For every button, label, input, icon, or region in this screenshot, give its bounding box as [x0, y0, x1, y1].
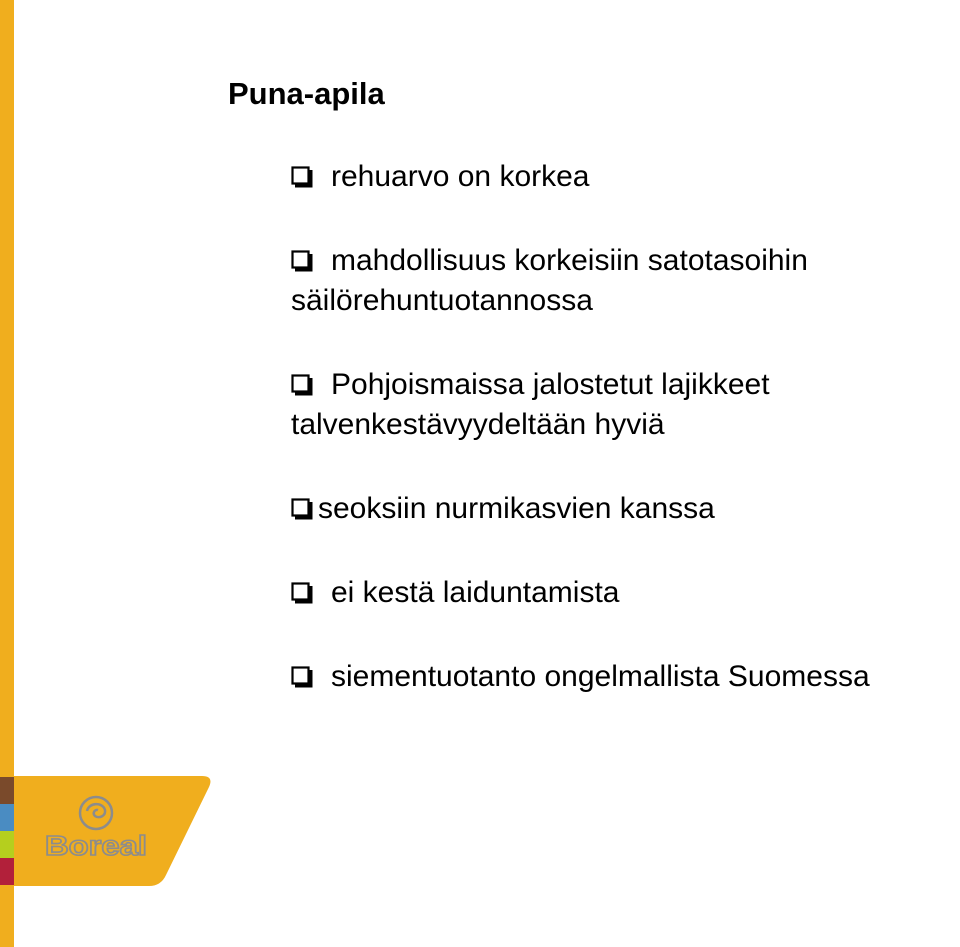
boreal-emblem-icon [80, 797, 112, 829]
checkbox-bullet-icon [291, 166, 313, 188]
bullet-text: Pohjoismaissa jalostetut lajikkeet [331, 368, 770, 401]
bullet-item [291, 489, 959, 529]
bullet-text-continued: talvenkestävyydeltään hyviä [291, 408, 665, 441]
bullet-item [291, 365, 959, 445]
checkbox-bullet-icon [291, 498, 313, 520]
bullet-item [291, 241, 959, 321]
bullet-text: rehuarvo on korkea [331, 160, 590, 193]
checkbox-bullet-icon [291, 582, 313, 604]
bullet-item [291, 657, 959, 697]
bullet-text: seoksiin nurmikasvien kanssa [318, 492, 715, 525]
bullet-text: mahdollisuus korkeisiin satotasoihin [331, 244, 808, 277]
logo-text: Boreal [45, 830, 147, 859]
bullet-text-continued: säilörehuntuotannossa [291, 284, 593, 317]
bullet-list [291, 157, 959, 741]
bullet-item [291, 157, 959, 197]
bullet-text: siementuotanto ongelmallista Suomessa [331, 660, 870, 693]
checkbox-bullet-icon [291, 666, 313, 688]
bullet-text: ei kestä laiduntamista [331, 576, 620, 609]
boreal-logo [43, 795, 149, 859]
checkbox-bullet-icon [291, 250, 313, 272]
checkbox-bullet-icon [291, 374, 313, 396]
bullet-item [291, 573, 959, 613]
slide-title: Puna-apila [228, 76, 385, 111]
